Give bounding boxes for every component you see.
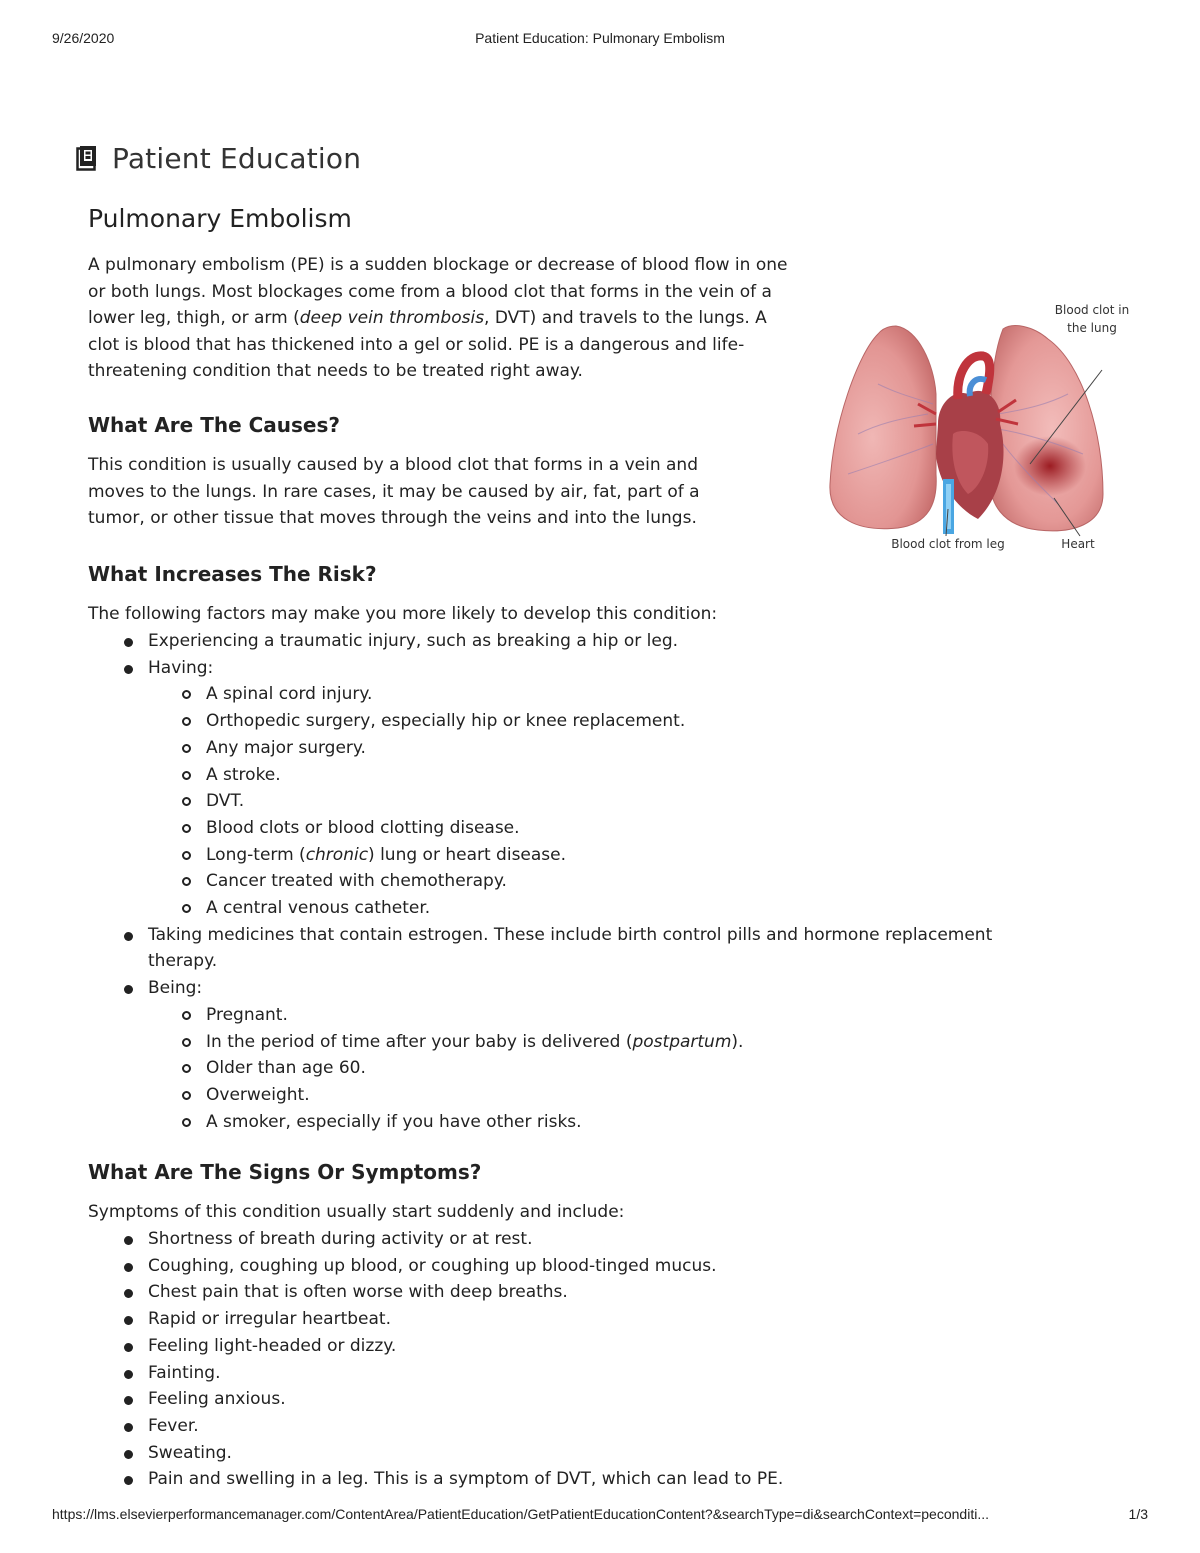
list-item: DVT. (148, 788, 1088, 815)
list-item: Orthopedic surgery, especially hip or knee replacement. (148, 708, 1088, 735)
risk-injury: Experiencing a traumatic injury, such as breaking a hip or leg. (148, 631, 679, 651)
list-item: Pregnant. (148, 1002, 1088, 1029)
chronic-post: ) lung or heart disease. (368, 844, 567, 865)
list-item: A smoker, especially if you have other risks. (148, 1109, 1088, 1136)
chronic-pre: Long-term ( (206, 844, 306, 865)
list-item: Older than age 60. (148, 1055, 1088, 1082)
patient-education-book-icon (76, 145, 98, 171)
list-item: Feeling light-headed or dizzy. (88, 1333, 1088, 1360)
list-item: A spinal cord injury. (148, 681, 1088, 708)
section-heading-risk: What Increases The Risk? (88, 562, 377, 586)
print-footer (0, 1506, 1200, 1526)
list-item: Cancer treated with chemotherapy. (148, 868, 1088, 895)
list-item: Fainting. (88, 1360, 1088, 1387)
pulmonary-embolism-illustration (818, 284, 1130, 551)
having-sublist (148, 681, 1088, 921)
symptoms-list (88, 1226, 1088, 1493)
risk-having: Having: (148, 657, 214, 678)
being-sublist (148, 1002, 1088, 1136)
intro-paragraph (88, 252, 788, 385)
brand (76, 138, 361, 178)
list-item: Pain and swelling in a leg. This is a symptom of DVT, which can lead to PE. (88, 1466, 1088, 1493)
list-item: Sweating. (88, 1440, 1088, 1467)
list-item: Fever. (88, 1413, 1088, 1440)
risk-list (88, 628, 1088, 1135)
list-item (88, 975, 1088, 1135)
print-url: https://lms.elsevierperformancemanager.com/ContentArea/PatientEducation/GetPatientEducationContent?&searchType=di&searchContext=peconditi... (52, 1506, 989, 1522)
intro-text-2: , DVT) and travels to the lungs. A clot is blood that has thickened into a gel or solid. PE is a dangerous and life-threatening condition that needs to be treated right away. (88, 308, 767, 381)
list-item: Chest pain that is often worse with deep breaths. (88, 1279, 1088, 1306)
risk-being: Being: (148, 978, 203, 999)
intro-term: deep vein thrombosis (299, 308, 485, 328)
postpartum-pre: In the period of time after your baby is delivered ( (206, 1031, 633, 1052)
list-item: Shortness of breath during activity or at rest. (88, 1226, 1088, 1253)
label-clot-leg: Blood clot from leg (891, 537, 1005, 551)
list-item (88, 655, 1088, 922)
print-title: Patient Education: Pulmonary Embolism (475, 30, 725, 46)
postpartum-post: ). (731, 1031, 744, 1052)
list-item: Feeling anxious. (88, 1386, 1088, 1413)
symptoms-intro: Symptoms of this condition usually start suddenly and include: (88, 1202, 625, 1222)
print-date: 9/26/2020 (52, 30, 115, 46)
causes-paragraph: This condition is usually caused by a blood clot that forms in a vein and moves to the lungs. In rare cases, it may be caused by air, fat, part of a tumor, or other tissue that moves through the veins and into the lungs. (88, 455, 700, 528)
list-item (148, 1029, 1088, 1056)
page-number: 1/3 (1128, 1506, 1148, 1522)
risk-estrogen: Taking medicines that contain estrogen. These include birth control pills and hormone replacement therapy. (148, 924, 993, 972)
section-heading-causes: What Are The Causes? (88, 413, 340, 437)
brand-title: Patient Education (112, 141, 362, 175)
label-clot-lung-2: the lung (1067, 321, 1117, 335)
list-item: A stroke. (148, 762, 1088, 789)
page-title: Pulmonary Embolism (88, 204, 352, 233)
print-header (0, 30, 1200, 50)
section-heading-symptoms: What Are The Signs Or Symptoms? (88, 1160, 482, 1184)
label-heart: Heart (1061, 537, 1095, 551)
list-item (148, 842, 1088, 869)
list-item (88, 922, 1088, 975)
list-item: Rapid or irregular heartbeat. (88, 1306, 1088, 1333)
list-item: Overweight. (148, 1082, 1088, 1109)
risk-intro: The following factors may make you more likely to develop this condition: (88, 604, 718, 624)
list-item: Blood clots or blood clotting disease. (148, 815, 1088, 842)
list-item (88, 628, 1088, 655)
chronic-term: chronic (305, 844, 369, 865)
list-item: A central venous catheter. (148, 895, 1088, 922)
label-clot-lung-1: Blood clot in (1054, 303, 1130, 317)
list-item: Any major surgery. (148, 735, 1088, 762)
postpartum-term: postpartum (632, 1031, 732, 1052)
intro-text-1: A pulmonary embolism (PE) is a sudden blockage or decrease of blood flow in one or both lungs. Most blockages come from a blood clot that forms in the vein of a lower leg, thigh, or arm ( (88, 255, 788, 328)
list-item: Coughing, coughing up blood, or coughing up blood-tinged mucus. (88, 1253, 1088, 1280)
